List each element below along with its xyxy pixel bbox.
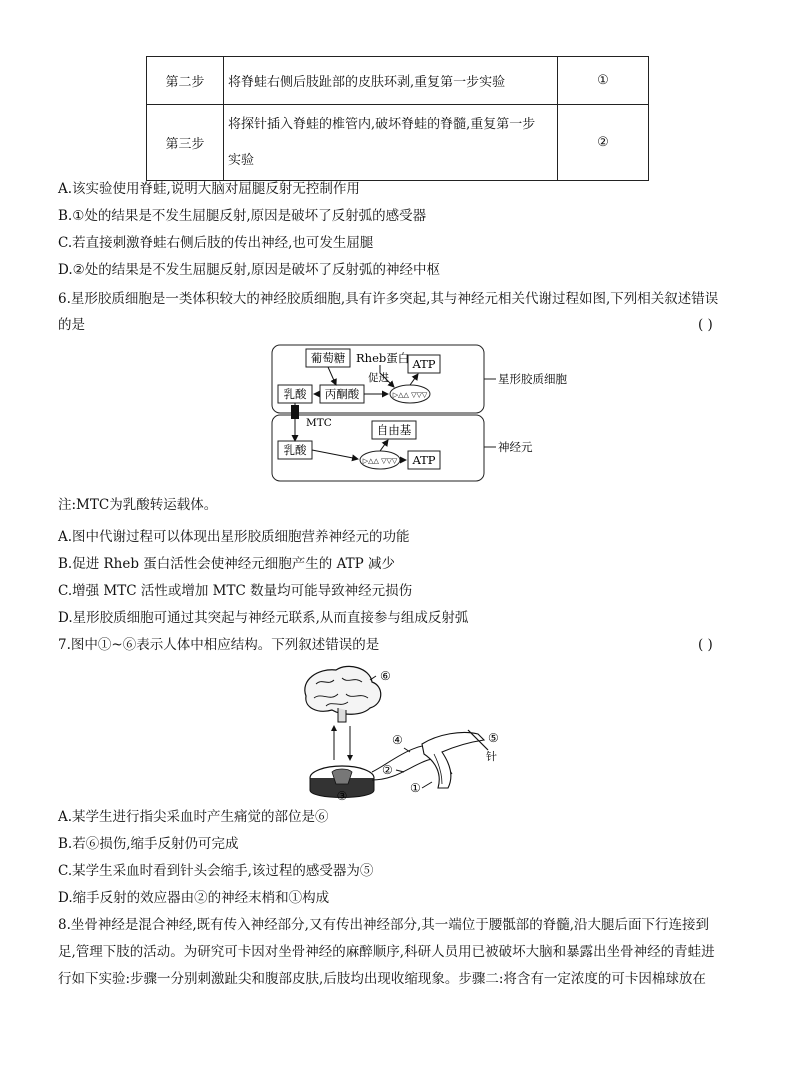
option-d: D.星形胶质细胞可通过其突起与神经元联系,从而直接参与组成反射弧 — [58, 610, 469, 626]
result-cell: ① — [558, 57, 649, 105]
description-cell — [224, 105, 558, 181]
mtc-label: MTC — [306, 417, 332, 429]
experiment-table — [146, 56, 649, 181]
label-4: ④ — [392, 733, 403, 747]
promote-label: 促进 — [368, 372, 389, 384]
mitochondrion-icon: ▷△△ ▽▽▽ — [362, 457, 398, 465]
pyruvate-label: 丙酮酸 — [324, 387, 360, 401]
label-5: ⑤ — [488, 731, 499, 745]
lactate-label: 乳酸 — [283, 443, 307, 457]
atp-label: ATP — [412, 453, 436, 467]
neuron-label: 神经元 — [498, 440, 533, 454]
answer-paren: ( ) — [698, 317, 713, 333]
label-2: ② — [382, 763, 393, 777]
question-stem: 6.星形胶质细胞是一类体积较大的神经胶质细胞,具有许多突起,其与神经元相关代谢过程如图,下列相关叙述错误 — [58, 291, 719, 307]
glucose-label: 葡萄糖 — [310, 351, 346, 365]
free-radical-label: 自由基 — [376, 423, 412, 437]
answer-paren: ( ) — [698, 637, 713, 653]
description-line: 将探针插入脊蛙的椎管内,破坏脊蛙的脊髓,重复第一步 — [228, 116, 536, 132]
option-b: B.①处的结果是不发生屈腿反射,原因是破坏了反射弧的感受器 — [58, 208, 427, 224]
lactate-label: 乳酸 — [283, 387, 307, 401]
table-row — [147, 105, 649, 181]
atp-label: ATP — [412, 357, 436, 371]
needle-label: 针 — [486, 750, 497, 763]
label-3: ③ — [336, 789, 348, 803]
option-d: D.②处的结果是不发生屈腿反射,原因是破坏了反射弧的神经中枢 — [58, 262, 441, 278]
rheb-label: Rheb蛋白 — [356, 351, 410, 365]
question-stem: 8.坐骨神经是混合神经,既有传入神经部分,又有传出神经部分,其一端位于腰骶部的脊髓,沿大腿后面下行连接到 — [58, 917, 710, 933]
option-a: A.该实验使用脊蛙,说明大脑对屈腿反射无控制作用 — [58, 181, 360, 197]
question-stem: 行如下实验:步骤一分别刺激趾尖和腹部皮肤,后肢均出现收缩现象。步骤二:将含有一定浓度的可卡因棉球放在 — [58, 971, 706, 987]
option-a: A.某学生进行指尖采血时产生痛觉的部位是⑥ — [58, 809, 329, 825]
option-a: A.图中代谢过程可以体现出星形胶质细胞营养神经元的功能 — [58, 529, 410, 545]
result-cell: ② — [558, 105, 649, 181]
step-cell: 第三步 — [147, 105, 224, 181]
option-c: C.某学生采血时看到针头会缩手,该过程的感受器为⑤ — [58, 863, 374, 879]
question-stem: 足,管理下肢的活动。为研究可卡因对坐骨神经的麻醉顺序,科研人员用已被破坏大脑和暴露出坐骨神经的青蛙进 — [58, 944, 715, 960]
description-cell: 将脊蛙右侧后肢趾部的皮肤环剥,重复第一步实验 — [224, 57, 558, 105]
description-line: 实验 — [228, 152, 255, 168]
figure-note: 注:MTC为乳酸转运载体。 — [58, 497, 218, 513]
astrocyte-label: 星形胶质细胞 — [498, 372, 567, 386]
astrocyte-neuron-diagram — [268, 343, 567, 485]
option-c: C.若直接刺激脊蛙右侧后肢的传出神经,也可发生屈腿 — [58, 235, 374, 251]
table-row — [147, 57, 649, 105]
brain-icon — [305, 666, 381, 722]
option-c: C.增强 MTC 活性或增加 MTC 数量均可能导致神经元损伤 — [58, 583, 413, 599]
option-b: B.若⑥损伤,缩手反射仍可完成 — [58, 836, 239, 852]
question-stem: 7.图中①~⑥表示人体中相应结构。下列叙述错误的是 — [58, 637, 380, 653]
label-6: ⑥ — [380, 669, 391, 683]
option-d: D.缩手反射的效应器由②的神经末梢和①构成 — [58, 890, 330, 906]
reflex-arc-diagram — [292, 664, 504, 802]
mitochondrion-icon: ▷△△ ▽▽▽ — [392, 391, 428, 399]
arm-icon — [422, 732, 484, 788]
option-b: B.促进 Rheb 蛋白活性会使神经元细胞产生的 ATP 减少 — [58, 556, 395, 572]
label-1: ① — [410, 781, 421, 795]
question-stem: 的是 — [58, 317, 85, 333]
step-cell: 第二步 — [147, 57, 224, 105]
